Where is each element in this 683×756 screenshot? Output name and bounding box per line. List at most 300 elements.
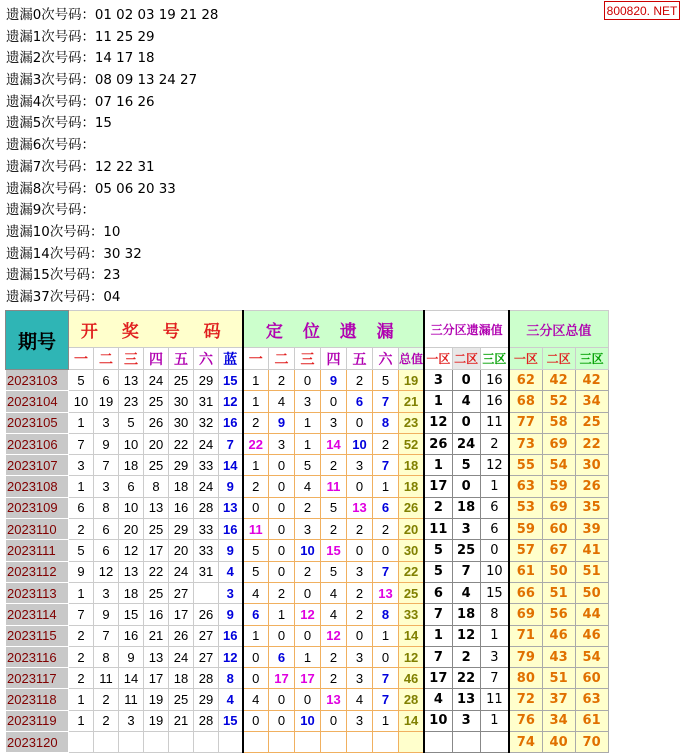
zone-total-value: 56 bbox=[542, 604, 575, 625]
zone-total-value: 69 bbox=[509, 604, 542, 625]
zone-total-value: 42 bbox=[575, 370, 608, 391]
zone-total-value: 57 bbox=[509, 540, 542, 561]
zone-total-value: 76 bbox=[509, 710, 542, 731]
zone-total-value: 46 bbox=[575, 625, 608, 646]
draw-number: 8 bbox=[144, 476, 169, 497]
draw-number: 12 bbox=[94, 561, 119, 582]
draw-col-header: 三 bbox=[119, 348, 144, 370]
position-miss-value: 10 bbox=[295, 540, 321, 561]
table-row bbox=[6, 646, 609, 667]
blue-ball: 7 bbox=[219, 433, 243, 454]
zone-miss-value: 15 bbox=[480, 582, 509, 603]
position-miss-value: 4 bbox=[347, 689, 373, 710]
draw-number: 29 bbox=[169, 455, 194, 476]
position-sum: 52 bbox=[399, 433, 425, 454]
draw-number: 7 bbox=[69, 604, 94, 625]
zone-miss-value: 16 bbox=[480, 391, 509, 412]
draw-number bbox=[119, 732, 144, 753]
draw-number bbox=[169, 732, 194, 753]
position-miss-value: 0 bbox=[347, 540, 373, 561]
position-miss-value: 5 bbox=[373, 370, 399, 391]
period-cell: 2023109 bbox=[6, 497, 69, 518]
missing-line bbox=[6, 70, 218, 92]
table-row bbox=[6, 497, 609, 518]
table-row bbox=[6, 561, 609, 582]
position-miss-value: 2 bbox=[295, 497, 321, 518]
draw-number: 1 bbox=[69, 710, 94, 731]
position-sum: 14 bbox=[399, 710, 425, 731]
position-miss-value: 2 bbox=[347, 604, 373, 625]
missing-line bbox=[6, 179, 218, 201]
draw-number: 17 bbox=[169, 604, 194, 625]
zone-miss-value: 10 bbox=[480, 561, 509, 582]
zone-miss-value: 3 bbox=[452, 519, 480, 540]
table-row bbox=[6, 391, 609, 412]
period-cell: 2023104 bbox=[6, 391, 69, 412]
blue-ball: 15 bbox=[219, 370, 243, 391]
zone-total-value: 52 bbox=[542, 391, 575, 412]
position-miss-value: 13 bbox=[321, 689, 347, 710]
blue-ball: 4 bbox=[219, 689, 243, 710]
zone-miss-value: 17 bbox=[424, 476, 452, 497]
draw-number: 19 bbox=[144, 710, 169, 731]
position-miss-value: 1 bbox=[373, 625, 399, 646]
draw-number: 11 bbox=[94, 668, 119, 689]
draw-number: 18 bbox=[169, 476, 194, 497]
zone-total-value: 69 bbox=[542, 497, 575, 518]
missing-line bbox=[6, 92, 218, 114]
table-row bbox=[6, 710, 609, 731]
position-sum: 18 bbox=[399, 455, 425, 476]
position-miss-value: 0 bbox=[269, 540, 295, 561]
position-miss-value: 5 bbox=[243, 561, 269, 582]
zone-miss-value: 8 bbox=[480, 604, 509, 625]
missing-line-numbers: 14 17 18 bbox=[94, 51, 155, 67]
position-miss-value: 2 bbox=[243, 412, 269, 433]
zone-miss-value: 2 bbox=[480, 433, 509, 454]
position-col-header: 三 bbox=[295, 348, 321, 370]
zone-total-value: 54 bbox=[542, 455, 575, 476]
table-row bbox=[6, 370, 609, 391]
draw-number: 28 bbox=[194, 497, 219, 518]
position-miss-value: 0 bbox=[347, 476, 373, 497]
draw-number: 19 bbox=[94, 391, 119, 412]
position-col-header: 二 bbox=[269, 348, 295, 370]
position-miss-value bbox=[269, 732, 295, 753]
draw-col-header: 六 bbox=[194, 348, 219, 370]
position-miss-value: 3 bbox=[347, 561, 373, 582]
position-miss-value: 0 bbox=[373, 646, 399, 667]
draw-number: 33 bbox=[194, 455, 219, 476]
position-miss-value: 2 bbox=[347, 519, 373, 540]
blue-ball: 9 bbox=[219, 476, 243, 497]
position-sum: 12 bbox=[399, 646, 425, 667]
draw-number: 7 bbox=[69, 433, 94, 454]
position-miss-value: 0 bbox=[269, 476, 295, 497]
draw-number: 32 bbox=[194, 412, 219, 433]
zone-total-value: 34 bbox=[575, 391, 608, 412]
position-miss-value bbox=[295, 732, 321, 753]
draw-number: 13 bbox=[119, 370, 144, 391]
draw-col-header: 一 bbox=[69, 348, 94, 370]
period-cell: 2023113 bbox=[6, 582, 69, 603]
missing-line bbox=[6, 157, 218, 179]
position-sum: 28 bbox=[399, 689, 425, 710]
zone-miss-value: 26 bbox=[424, 433, 452, 454]
zone-total-value: 66 bbox=[509, 582, 542, 603]
missing-line-label: 遗漏4次号码： bbox=[6, 94, 95, 110]
draw-number: 16 bbox=[169, 497, 194, 518]
draw-number: 15 bbox=[119, 604, 144, 625]
zone-miss-header: 三分区遗漏值 bbox=[424, 311, 509, 348]
zone-miss-value: 1 bbox=[480, 625, 509, 646]
zone-miss-value: 0 bbox=[452, 476, 480, 497]
table-row bbox=[6, 732, 609, 753]
position-miss-value: 0 bbox=[295, 582, 321, 603]
draw-number: 30 bbox=[169, 391, 194, 412]
position-miss-value: 9 bbox=[269, 412, 295, 433]
position-miss-value: 3 bbox=[295, 391, 321, 412]
zone-miss-value: 12 bbox=[424, 412, 452, 433]
missing-line-label: 遗漏7次号码： bbox=[6, 159, 95, 175]
position-miss-value: 0 bbox=[269, 519, 295, 540]
position-miss-value: 3 bbox=[347, 646, 373, 667]
missing-line bbox=[6, 222, 218, 244]
zone-miss-value: 5 bbox=[424, 561, 452, 582]
zone-miss-value: 4 bbox=[452, 391, 480, 412]
zone-total-value: 22 bbox=[575, 433, 608, 454]
draw-number: 10 bbox=[119, 433, 144, 454]
missing-line-numbers: 30 32 bbox=[103, 246, 142, 262]
draw-number: 6 bbox=[94, 540, 119, 561]
zone-miss-value: 18 bbox=[452, 604, 480, 625]
zone-miss-value: 11 bbox=[424, 519, 452, 540]
zone-miss-value: 11 bbox=[480, 412, 509, 433]
draw-number: 20 bbox=[169, 540, 194, 561]
period-cell: 2023110 bbox=[6, 519, 69, 540]
position-miss-value: 2 bbox=[347, 582, 373, 603]
zone-total-value: 51 bbox=[542, 668, 575, 689]
zone-miss-value bbox=[424, 732, 452, 753]
draw-number: 26 bbox=[144, 412, 169, 433]
position-miss-value: 0 bbox=[321, 391, 347, 412]
zone-miss-value: 24 bbox=[452, 433, 480, 454]
zone-miss-value: 1 bbox=[424, 455, 452, 476]
table-row bbox=[6, 689, 609, 710]
position-miss-value: 22 bbox=[243, 433, 269, 454]
zone-total-value: 34 bbox=[542, 710, 575, 731]
lottery-trend-table bbox=[5, 310, 609, 753]
position-miss-value: 3 bbox=[347, 710, 373, 731]
position-miss-value: 0 bbox=[243, 668, 269, 689]
position-miss-value: 6 bbox=[347, 391, 373, 412]
draw-number: 27 bbox=[169, 582, 194, 603]
zone-total-value: 26 bbox=[575, 476, 608, 497]
blue-ball: 16 bbox=[219, 625, 243, 646]
zone-miss-col-header: 三区 bbox=[480, 348, 509, 370]
zone-miss-value: 12 bbox=[452, 625, 480, 646]
position-miss-value: 1 bbox=[243, 370, 269, 391]
position-miss-value: 1 bbox=[373, 710, 399, 731]
missing-line bbox=[6, 113, 218, 135]
zone-miss-value: 6 bbox=[480, 519, 509, 540]
table-row bbox=[6, 433, 609, 454]
position-miss-value: 9 bbox=[321, 370, 347, 391]
period-header: 期号 bbox=[6, 311, 69, 370]
draw-number: 3 bbox=[94, 476, 119, 497]
period-cell: 2023115 bbox=[6, 625, 69, 646]
position-miss-value: 0 bbox=[243, 497, 269, 518]
zone-total-value: 63 bbox=[509, 476, 542, 497]
table-row bbox=[6, 625, 609, 646]
blue-ball bbox=[219, 732, 243, 753]
blue-ball: 16 bbox=[219, 412, 243, 433]
missing-line-label: 遗漏5次号码： bbox=[6, 116, 95, 132]
position-miss-value: 7 bbox=[373, 668, 399, 689]
draw-number: 25 bbox=[144, 582, 169, 603]
position-miss-value: 7 bbox=[373, 455, 399, 476]
draw-number: 9 bbox=[69, 561, 94, 582]
zone-total-value: 72 bbox=[509, 689, 542, 710]
position-miss-value: 8 bbox=[373, 604, 399, 625]
zone-total-value: 43 bbox=[542, 646, 575, 667]
draw-number: 20 bbox=[119, 519, 144, 540]
zone-total-value: 39 bbox=[575, 519, 608, 540]
draw-number: 9 bbox=[94, 604, 119, 625]
position-miss-value: 7 bbox=[373, 689, 399, 710]
draw-number: 13 bbox=[144, 646, 169, 667]
draw-number: 13 bbox=[119, 561, 144, 582]
draw-number: 6 bbox=[69, 497, 94, 518]
period-cell: 2023107 bbox=[6, 455, 69, 476]
draw-number: 29 bbox=[194, 689, 219, 710]
zone-miss-value: 17 bbox=[424, 668, 452, 689]
zone-miss-value: 10 bbox=[424, 710, 452, 731]
zone-miss-value: 3 bbox=[452, 710, 480, 731]
zone-miss-value: 5 bbox=[424, 540, 452, 561]
blue-ball: 12 bbox=[219, 391, 243, 412]
draw-number: 18 bbox=[119, 455, 144, 476]
blue-ball: 9 bbox=[219, 540, 243, 561]
position-miss-value: 8 bbox=[373, 412, 399, 433]
missing-line-label: 遗漏10次号码： bbox=[6, 224, 104, 240]
table-row bbox=[6, 540, 609, 561]
draw-number: 2 bbox=[69, 625, 94, 646]
zone-miss-value: 4 bbox=[452, 582, 480, 603]
zone-miss-value: 1 bbox=[480, 710, 509, 731]
position-miss-value: 13 bbox=[347, 497, 373, 518]
zone-miss-value: 7 bbox=[424, 604, 452, 625]
position-sum: 26 bbox=[399, 497, 425, 518]
missing-line-label: 遗漏37次号码： bbox=[6, 289, 104, 305]
position-miss-value: 1 bbox=[243, 625, 269, 646]
zone-total-value: 42 bbox=[542, 370, 575, 391]
position-miss-value: 0 bbox=[269, 497, 295, 518]
draw-number: 28 bbox=[194, 668, 219, 689]
position-miss-value bbox=[243, 732, 269, 753]
zone-total-col-header: 二区 bbox=[542, 348, 575, 370]
missing-line-numbers: 08 09 13 24 27 bbox=[94, 73, 198, 89]
zone-total-value: 46 bbox=[542, 625, 575, 646]
draw-col-header: 蓝 bbox=[219, 348, 243, 370]
draw-number: 1 bbox=[69, 689, 94, 710]
missing-line-label: 遗漏2次号码： bbox=[6, 51, 95, 67]
position-miss-value: 7 bbox=[373, 561, 399, 582]
zone-total-value: 61 bbox=[509, 561, 542, 582]
position-sum: 22 bbox=[399, 561, 425, 582]
missing-line-label: 遗漏0次号码： bbox=[6, 8, 95, 23]
zone-total-value: 51 bbox=[542, 582, 575, 603]
zone-miss-value: 13 bbox=[452, 689, 480, 710]
zone-miss-value: 2 bbox=[452, 646, 480, 667]
period-cell: 2023118 bbox=[6, 689, 69, 710]
draw-number: 1 bbox=[69, 412, 94, 433]
blue-ball: 13 bbox=[219, 497, 243, 518]
position-miss-value: 12 bbox=[295, 604, 321, 625]
position-miss-value: 3 bbox=[295, 519, 321, 540]
draw-number: 21 bbox=[144, 625, 169, 646]
zone-total-value: 44 bbox=[575, 604, 608, 625]
draw-number: 18 bbox=[169, 668, 194, 689]
missing-line-label: 遗漏3次号码： bbox=[6, 73, 95, 89]
draw-number: 5 bbox=[119, 412, 144, 433]
draw-number: 10 bbox=[69, 391, 94, 412]
zone-total-value: 35 bbox=[575, 497, 608, 518]
draw-number: 3 bbox=[69, 455, 94, 476]
draw-number: 5 bbox=[69, 370, 94, 391]
period-cell: 2023111 bbox=[6, 540, 69, 561]
position-miss-value: 2 bbox=[347, 370, 373, 391]
position-miss-value: 2 bbox=[321, 455, 347, 476]
table-row bbox=[6, 412, 609, 433]
draw-number: 28 bbox=[194, 710, 219, 731]
position-miss-value: 0 bbox=[243, 646, 269, 667]
position-miss-value: 0 bbox=[269, 710, 295, 731]
draw-number: 2 bbox=[94, 710, 119, 731]
position-miss-value: 0 bbox=[269, 561, 295, 582]
draw-number: 25 bbox=[144, 391, 169, 412]
draw-number: 11 bbox=[119, 689, 144, 710]
period-cell: 2023117 bbox=[6, 668, 69, 689]
draw-number: 8 bbox=[94, 497, 119, 518]
draw-number: 23 bbox=[119, 391, 144, 412]
missing-line-numbers: 10 bbox=[103, 224, 121, 240]
zone-miss-value: 7 bbox=[452, 561, 480, 582]
draw-number: 1 bbox=[69, 476, 94, 497]
zone-total-value: 54 bbox=[575, 646, 608, 667]
missing-line-label: 遗漏6次号码： bbox=[6, 138, 95, 154]
zone-total-value: 30 bbox=[575, 455, 608, 476]
position-miss-value: 3 bbox=[347, 668, 373, 689]
position-miss-value: 0 bbox=[295, 689, 321, 710]
missing-line-numbers: 23 bbox=[103, 268, 121, 284]
position-miss-value: 4 bbox=[321, 604, 347, 625]
zone-miss-value: 1 bbox=[424, 625, 452, 646]
zone-miss-value: 5 bbox=[452, 455, 480, 476]
zone-miss-value: 2 bbox=[424, 497, 452, 518]
zone-total-value: 77 bbox=[509, 412, 542, 433]
draw-number: 26 bbox=[194, 604, 219, 625]
position-miss-value: 11 bbox=[321, 476, 347, 497]
zone-total-value: 74 bbox=[509, 732, 542, 753]
draw-number: 25 bbox=[169, 689, 194, 710]
zone-miss-value: 16 bbox=[480, 370, 509, 391]
zone-total-col-header: 一区 bbox=[509, 348, 542, 370]
zone-total-header: 三分区总值 bbox=[509, 311, 608, 348]
position-col-header: 一 bbox=[243, 348, 269, 370]
zone-total-value: 60 bbox=[575, 668, 608, 689]
draw-number: 25 bbox=[144, 455, 169, 476]
zone-miss-value bbox=[480, 732, 509, 753]
zone-total-value: 70 bbox=[575, 732, 608, 753]
missing-line-numbers: 07 16 26 bbox=[94, 94, 155, 110]
zone-total-value: 25 bbox=[575, 412, 608, 433]
position-miss-value: 2 bbox=[373, 519, 399, 540]
draw-col-header: 二 bbox=[94, 348, 119, 370]
draw-number: 25 bbox=[144, 519, 169, 540]
position-miss-value: 0 bbox=[347, 625, 373, 646]
draw-number: 3 bbox=[94, 412, 119, 433]
zone-miss-value: 1 bbox=[424, 391, 452, 412]
zone-total-value: 40 bbox=[542, 732, 575, 753]
zone-total-value: 68 bbox=[509, 391, 542, 412]
missing-line-label: 遗漏1次号码： bbox=[6, 29, 95, 45]
position-miss-value: 5 bbox=[243, 540, 269, 561]
blue-ball: 12 bbox=[219, 646, 243, 667]
zone-miss-col-header: 二区 bbox=[452, 348, 480, 370]
period-cell: 2023103 bbox=[6, 370, 69, 391]
draw-number bbox=[194, 732, 219, 753]
draw-number: 24 bbox=[169, 646, 194, 667]
zone-total-value: 79 bbox=[509, 646, 542, 667]
draw-number: 9 bbox=[119, 646, 144, 667]
missing-line-numbers: 01 02 03 19 21 28 bbox=[94, 8, 219, 23]
zone-total-col-header: 三区 bbox=[575, 348, 608, 370]
table-row bbox=[6, 476, 609, 497]
position-miss-value: 5 bbox=[321, 561, 347, 582]
zone-total-value: 80 bbox=[509, 668, 542, 689]
zone-miss-value: 4 bbox=[424, 689, 452, 710]
position-col-header: 四 bbox=[321, 348, 347, 370]
draw-number: 33 bbox=[194, 519, 219, 540]
position-miss-value: 14 bbox=[321, 433, 347, 454]
zone-total-value: 69 bbox=[542, 433, 575, 454]
zone-total-value: 37 bbox=[542, 689, 575, 710]
position-miss-value: 0 bbox=[347, 412, 373, 433]
zone-total-value: 61 bbox=[575, 710, 608, 731]
draw-number bbox=[69, 732, 94, 753]
position-miss-value: 6 bbox=[243, 604, 269, 625]
draw-number: 25 bbox=[169, 370, 194, 391]
zone-miss-value: 11 bbox=[480, 689, 509, 710]
position-miss-value: 5 bbox=[295, 455, 321, 476]
draw-number: 3 bbox=[119, 710, 144, 731]
position-miss-value: 2 bbox=[373, 433, 399, 454]
zone-total-value: 60 bbox=[542, 519, 575, 540]
position-sum: 21 bbox=[399, 391, 425, 412]
missing-line bbox=[6, 287, 218, 309]
position-sum: 19 bbox=[399, 370, 425, 391]
position-miss-value: 0 bbox=[243, 710, 269, 731]
zone-miss-value: 22 bbox=[452, 668, 480, 689]
draw-number: 21 bbox=[169, 710, 194, 731]
position-miss-value: 0 bbox=[269, 625, 295, 646]
draw-number: 24 bbox=[194, 476, 219, 497]
blue-ball: 15 bbox=[219, 710, 243, 731]
draw-numbers-header: 开 奖 号 码 bbox=[69, 311, 243, 348]
blue-ball: 14 bbox=[219, 455, 243, 476]
missing-numbers-list bbox=[6, 5, 218, 309]
